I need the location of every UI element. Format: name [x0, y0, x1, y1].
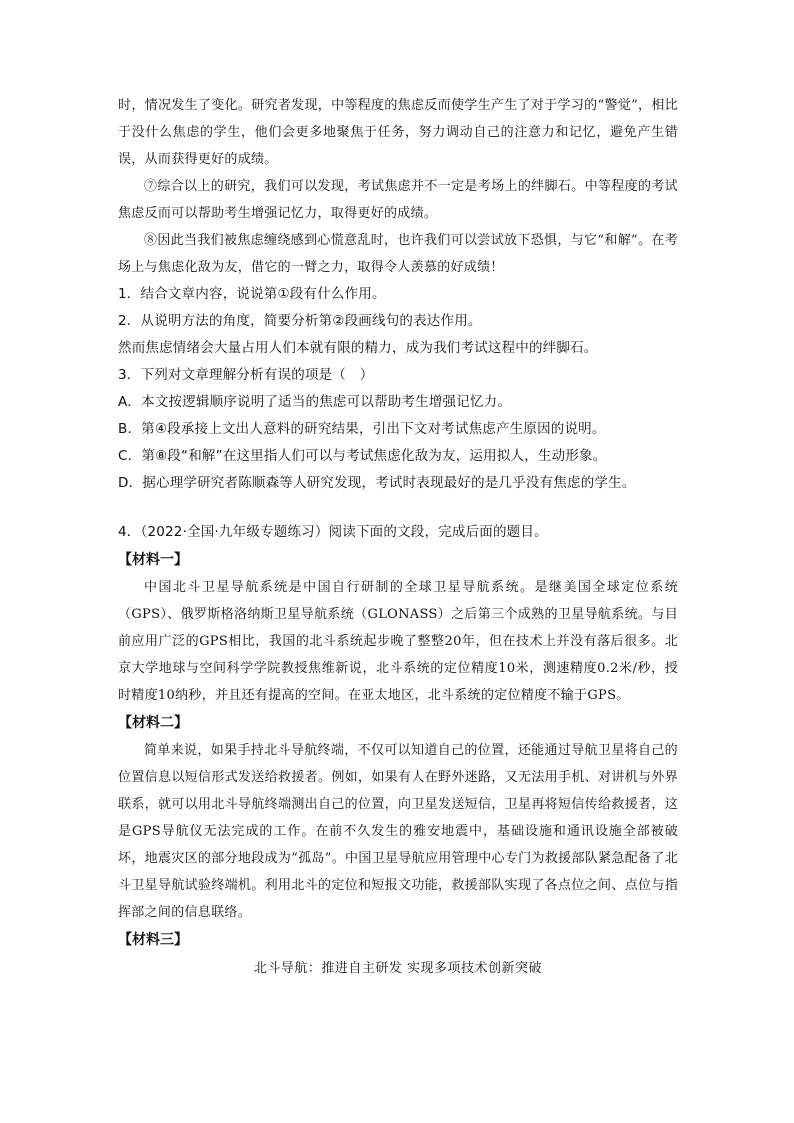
section-gap: [118, 497, 678, 519]
passage-paragraph-continued: 时，情况发生了变化。研究者发现，中等程度的焦虑反而使学生产生了对于学习的“警觉”，相比于没什么焦虑的学生，他们会更多地聚焦于任务，努力调动自己的注意力和记忆，避免产生错误，从而获得更好的成绩。: [118, 98, 678, 167]
material-2-title: 【材料二】: [118, 715, 188, 731]
question-4: 4．（2022·全国·九年级专题练习）阅读下面的文段，完成后面的题目。: [118, 524, 548, 540]
material-3-heading: 北斗导航：推进自主研发 实现多项技术创新突破: [253, 961, 543, 976]
question-2-sentence: 然而焦虑情绪会大量占用人们本就有限的精力，成为我们考试这程中的绊脚石。: [118, 340, 598, 356]
material-1-title: 【材料一】: [118, 552, 188, 568]
question-3-option-c: C．第⑧段“和解”在这里指人们可以与考试焦虑化敌为友，运用拟人，生动形象。: [118, 448, 607, 464]
material-1-text: 中国北斗卫星导航系统是中国自行研制的全球卫星导航系统。是继美国全球定位系统（GPS）、俄罗斯格洛纳斯卫星导航系统（GLONASS）之后第三个成熟的卫星导航系统。与目前应用广泛的GPS相比，我国的北斗系统起步晚了整整20年，但在技术上并没有落后很多。北京大学地球与空间科学学院教授焦维新说，北斗系统的定位精度10米，测速精度0.2米/秒，授时精度10纳秒，并且还有提高的空间。在亚太地区，北斗系统的定位精度不输于GPS。: [118, 580, 678, 703]
question-3-option-d: D．据心理学研究者陈顺森等人研究发现，考试时表现最好的是几乎没有焦虑的学生。: [118, 475, 636, 491]
question-3-option-a: A．本文按逻辑顺序说明了适当的焦虑可以帮助考生增强记忆力。: [118, 394, 512, 410]
question-3: 3．下列对文章理解分析有误的项是（ ）: [118, 367, 374, 383]
document-page: [118, 92, 678, 984]
question-2: 2．从说明方法的角度，简要分析第②段画线句的表达作用。: [118, 313, 482, 329]
question-3-option-b: B．第④段承接上文出人意料的研究结果，引出下文对考试焦虑产生原因的说明。: [118, 421, 606, 437]
material-2-text: 简单来说，如果手持北斗导航终端，不仅可以知道自己的位置，还能通过导航卫星将自己的位置信息以短信形式发送给救援者。例如，如果有人在野外迷路，又无法用手机、对讲机与外界联系，就可以用北斗导航终端测出自己的位置，向卫星发送短信，卫星再将短信传给救援者，这是GPS导航仪无法完成的工作。在前不久发生的雅安地震中，基础设施和通讯设施全部被破坏，地震灾区的部分地段成为“孤岛”。中国卫星导航应用管理中心专门为救援部队紧急配备了北斗卫星导航试验终端机。利用北斗的定位和短报文功能，救援部队实现了各点位之间、点位与指挥部之间的信息联络。: [118, 743, 678, 920]
passage-paragraph-7: ⑦综合以上的研究，我们可以发现，考试焦虑并不一定是考场上的绊脚石。中等程度的考试焦虑反而可以帮助考生增强记忆力，取得更好的成绩。: [118, 179, 678, 221]
question-1: 1．结合文章内容，说说第①段有什么作用。: [118, 286, 386, 302]
passage-paragraph-8: ⑧因此当我们被焦虑缠绕感到心慌意乱时，也许我们可以尝试放下恐惧，与它“和解”。在考场上与焦虑化敌为友，借它的一臂之力，取得令人羡慕的好成绩！: [118, 233, 678, 275]
material-3-title: 【材料三】: [118, 932, 188, 948]
